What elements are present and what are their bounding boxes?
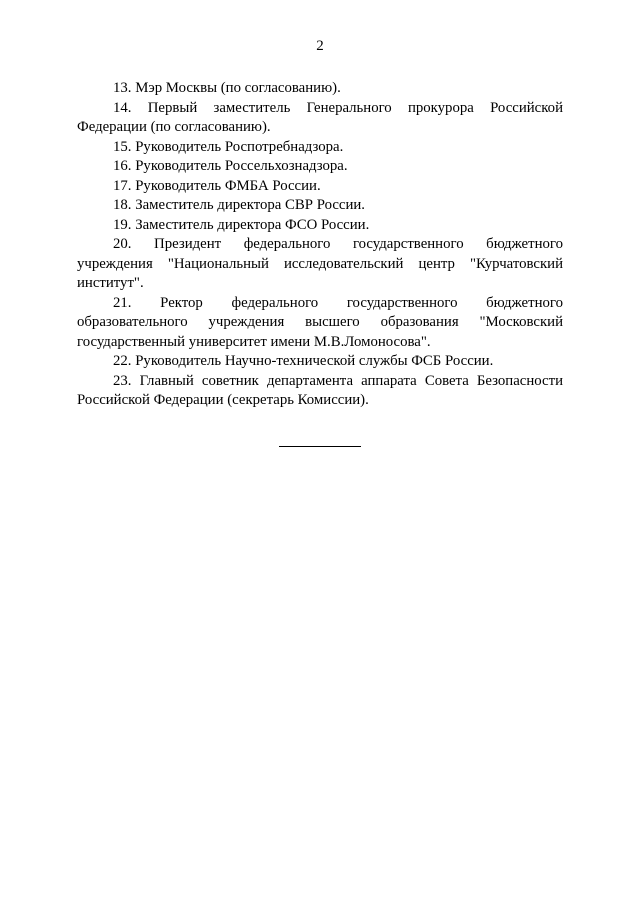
list-item: 13. Мэр Москвы (по согласованию). — [113, 80, 341, 96]
list-item: 15. Руководитель Роспотребнадзора. — [113, 138, 344, 155]
list-item: 22. Руководитель Научно-технической службы ФСБ России. — [113, 353, 494, 369]
list-item: 23. Главный советник департамента аппарата Совета Безопасности Российской Федерации (секретарь Комиссии). — [77, 372, 563, 408]
list-item: 17. Руководитель ФМБА России. — [113, 177, 321, 194]
list-item: 21. Ректор федерального государственного бюджетного образовательного учреждения высшего образования "Московский государственный университет имени М.В.Ломоносова". — [77, 294, 563, 350]
list-item: 19. Заместитель директора ФСО России. — [113, 216, 370, 233]
list-item: 14. Первый заместитель Генерального прокурора Российской Федерации (по согласованию). — [77, 99, 563, 135]
page-number: 2 — [316, 38, 324, 54]
end-divider — [279, 446, 361, 447]
list-item: 18. Заместитель директора СВР России. — [113, 197, 366, 213]
member-list — [77, 79, 563, 411]
list-item: 20. Президент федерального государственного бюджетного учреждения "Национальный исследовательский центр "Курчатовский институт". — [77, 236, 563, 291]
list-item: 16. Руководитель Россельхознадзора. — [113, 158, 348, 174]
